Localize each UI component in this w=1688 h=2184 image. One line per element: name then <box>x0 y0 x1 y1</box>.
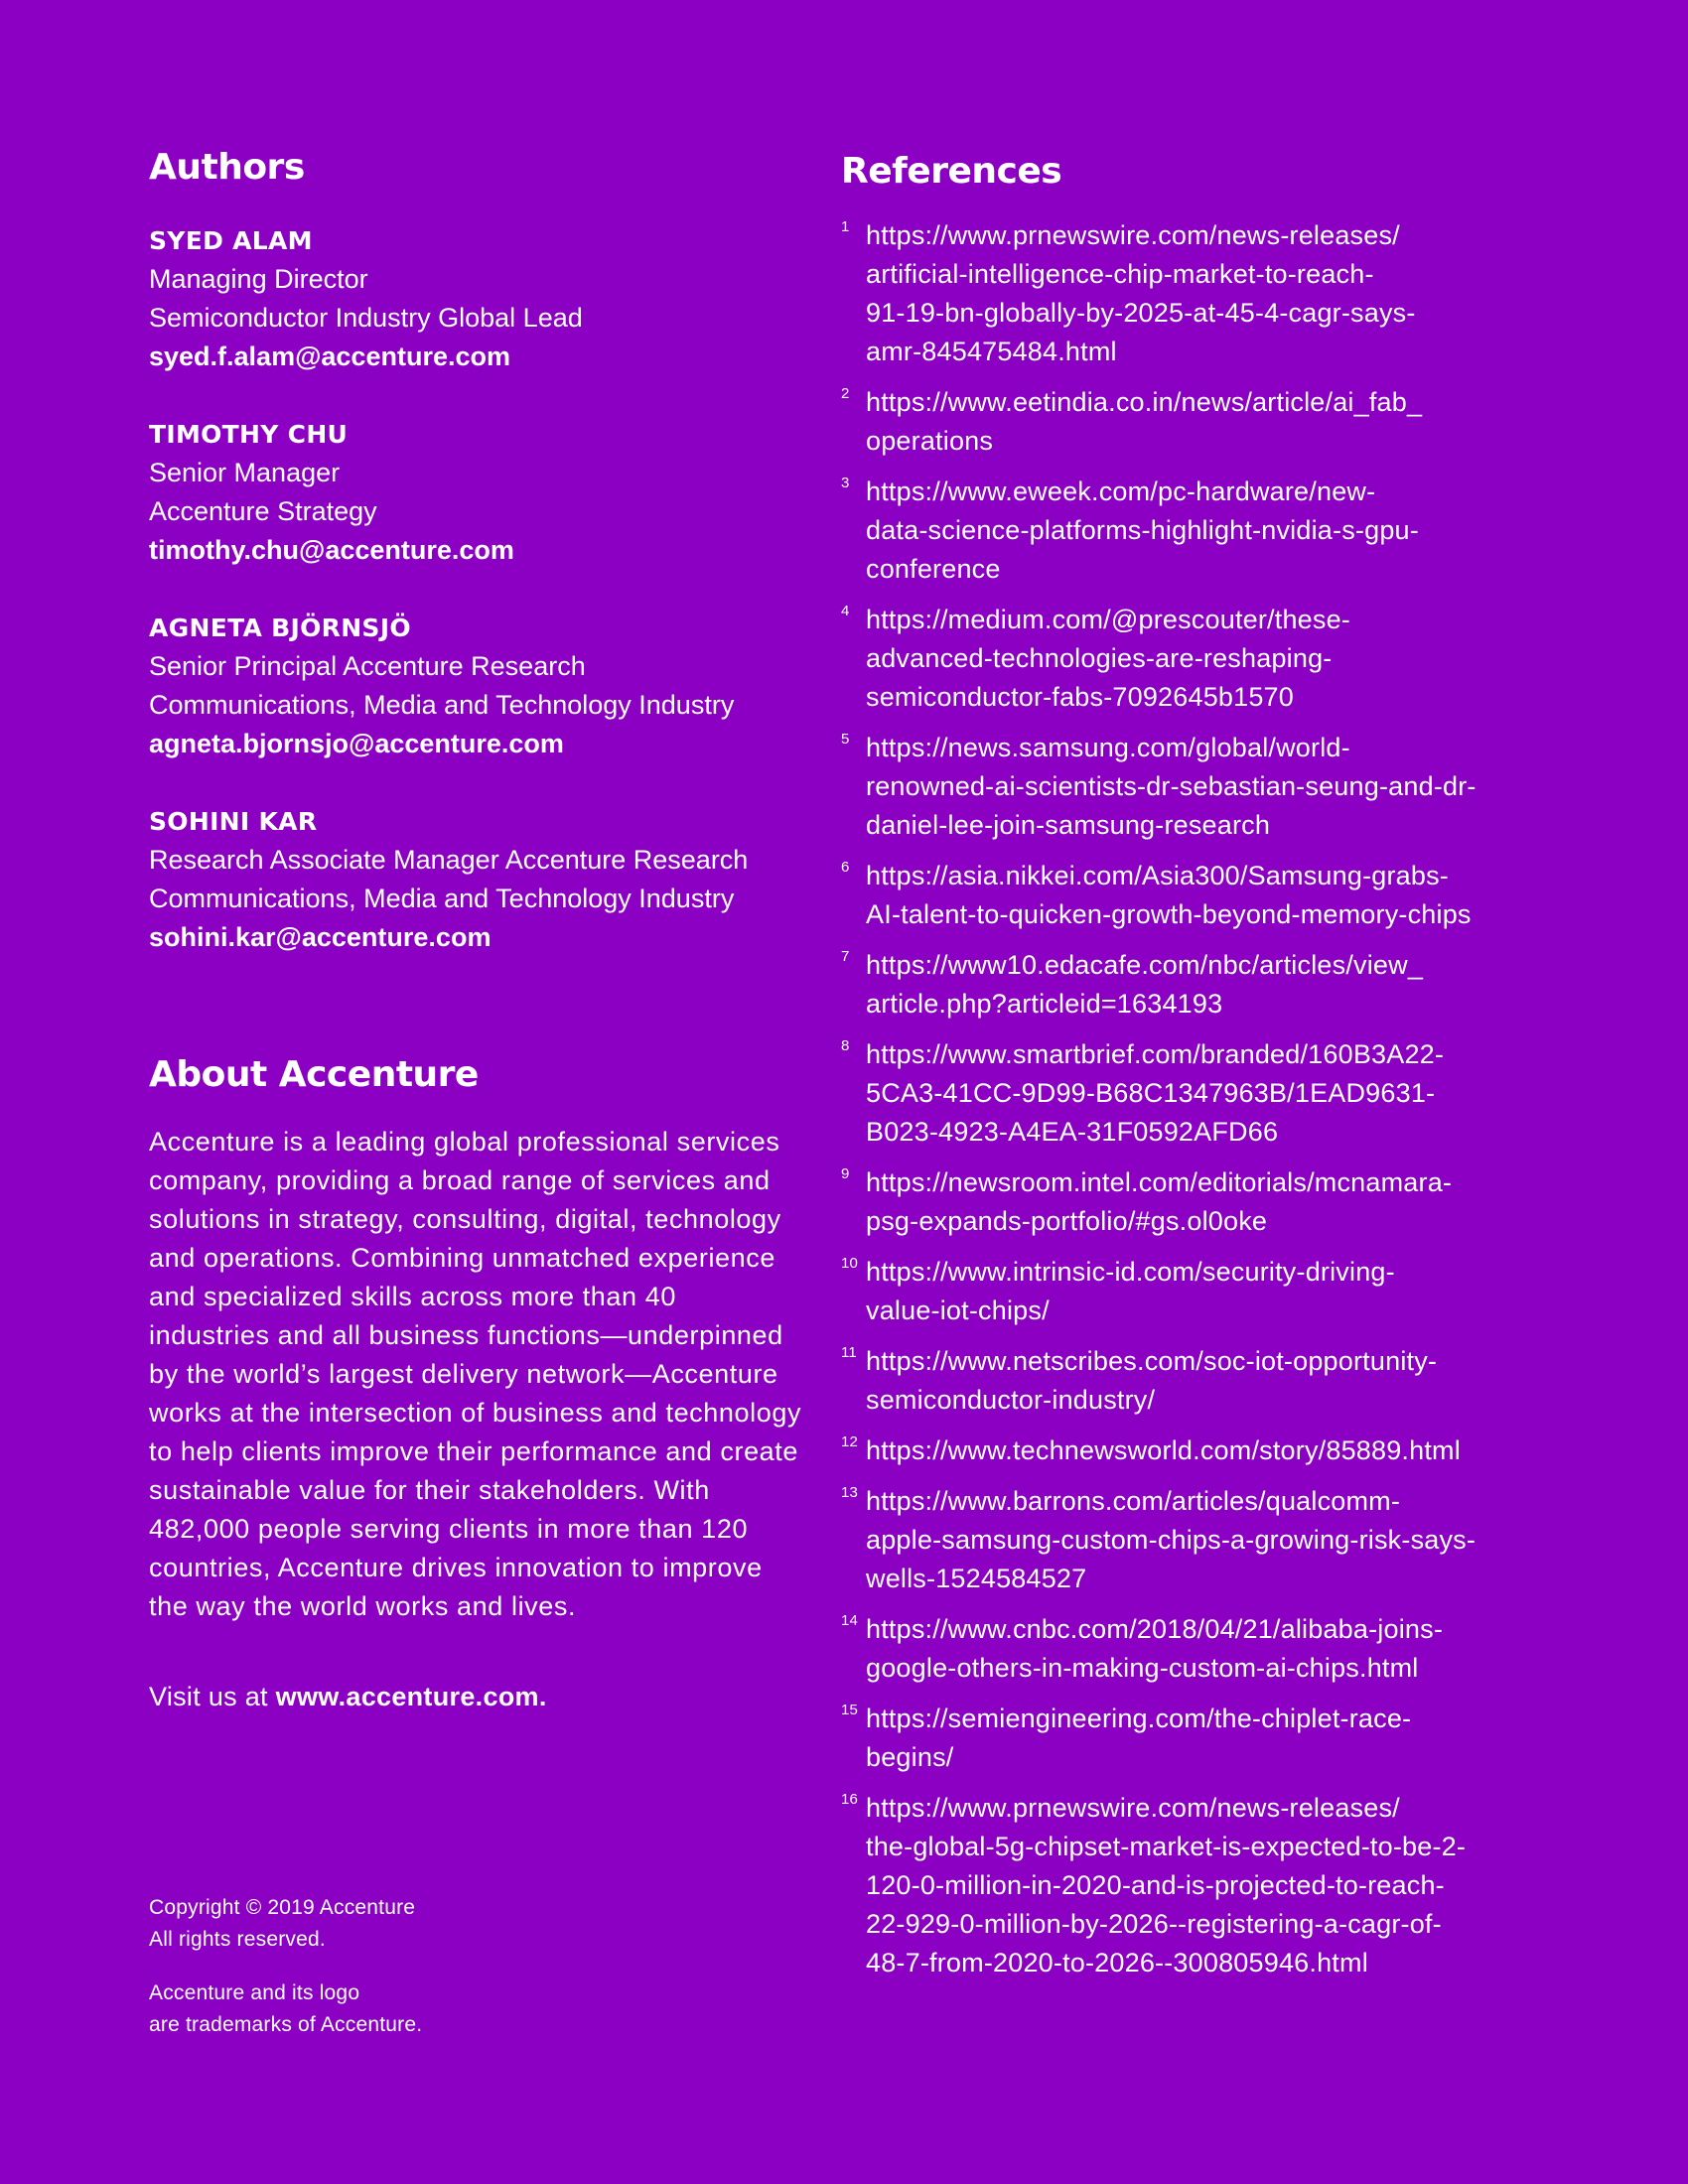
reference-item <box>841 1789 1556 1982</box>
reference-item <box>841 216 1556 371</box>
reference-item <box>841 1432 1556 1470</box>
trademark-line: Accenture and its logo <box>149 1981 360 2004</box>
author-email-link[interactable]: timothy.chu@accenture.com <box>149 535 514 565</box>
reference-url-line[interactable]: https://medium.com/@prescouter/these- <box>866 605 1350 634</box>
reference-item <box>841 1163 1556 1241</box>
reference-url-line[interactable]: article.php?articleid=1634193 <box>866 989 1223 1019</box>
reference-item <box>841 1700 1556 1777</box>
reference-item <box>841 1342 1556 1420</box>
reference-number: 11 <box>841 1344 857 1361</box>
author-name: SYED ALAM <box>149 226 313 255</box>
reference-url-line[interactable]: https://news.samsung.com/global/world- <box>866 733 1350 762</box>
reference-number: 10 <box>841 1255 859 1272</box>
reference-url-line[interactable]: conference <box>866 554 1001 584</box>
reference-url-line[interactable]: data-science-platforms-highlight-nvidia-s-gpu- <box>866 515 1419 545</box>
reference-url-line[interactable]: 120-0-million-in-2020-and-is-projected-to-reach- <box>866 1870 1445 1900</box>
reference-url-line[interactable]: 91-19-bn-globally-by-2025-at-45-4-cagr-says- <box>866 298 1416 328</box>
reference-number: 9 <box>841 1165 850 1182</box>
reference-url-line[interactable]: https://www.eetindia.co.in/news/article/ai_fab_ <box>866 387 1423 417</box>
author-agneta-bjornsjo <box>149 609 734 763</box>
reference-url-line[interactable]: https://www.smartbrief.com/branded/160B3A22- <box>866 1039 1445 1069</box>
reference-url-line[interactable]: https://asia.nikkei.com/Asia300/Samsung-grabs- <box>866 861 1449 890</box>
reference-url-line[interactable]: https://www.prnewswire.com/news-releases/ <box>866 1793 1400 1823</box>
reference-url-line[interactable]: value-iot-chips/ <box>866 1296 1050 1325</box>
reference-url-line[interactable]: amr-845475484.html <box>866 337 1117 366</box>
references-heading: References <box>841 151 1062 192</box>
author-title: Research Associate Manager Accenture Research <box>149 845 749 875</box>
website-link[interactable]: www.accenture.com. <box>275 1682 547 1711</box>
reference-url-line[interactable]: operations <box>866 426 994 456</box>
reference-number: 1 <box>841 218 850 235</box>
about-heading: About Accenture <box>149 1054 479 1095</box>
reference-item <box>841 1610 1556 1688</box>
author-title: Senior Manager <box>149 458 341 487</box>
reference-url-line[interactable]: https://www.intrinsic-id.com/security-driving- <box>866 1257 1395 1287</box>
reference-url-line[interactable]: 5CA3-41CC-9D99-B68C1347963B/1EAD9631- <box>866 1078 1436 1108</box>
references-list <box>841 216 1556 1994</box>
reference-url-line[interactable]: https://www.eweek.com/pc-hardware/new- <box>866 477 1376 506</box>
reference-item <box>841 857 1556 934</box>
author-role: Communications, Media and Technology Industry <box>149 884 735 913</box>
reference-number: 6 <box>841 859 850 876</box>
author-name: SOHINI KAR <box>149 807 318 836</box>
visit-prefix: Visit us at <box>149 1682 276 1711</box>
reference-number: 7 <box>841 948 850 965</box>
reference-item <box>841 1253 1556 1330</box>
about-paragraph: Accenture is a leading global professional services company, providing a broad range of services and solutions in strategy, consulting, digital, technology and operations. Combining unmatched experience and specialized skills across more than 40 industries and all business functions—underpinned by the world’s largest delivery network—Accenture works at the intersection of business and technology to help clients improve their performance and create sustainable value for their stakeholders. With 482,000 people serving clients in more than 120 countries, Accenture drives innovation to improve the way the world works and lives. <box>149 1127 802 1621</box>
reference-url-line[interactable]: https://www.prnewswire.com/news-releases/ <box>866 220 1400 250</box>
reference-item <box>841 1482 1556 1598</box>
reference-url-line[interactable]: 48-7-from-2020-to-2026--300805946.html <box>866 1948 1368 1978</box>
trademark-line: are trademarks of Accenture. <box>149 2013 423 2036</box>
reference-url-line[interactable]: renowned-ai-scientists-dr-sebastian-seung-and-dr- <box>866 771 1477 801</box>
reference-number: 15 <box>841 1702 859 1718</box>
trademark-notice <box>149 1978 422 2041</box>
reference-url-line[interactable]: daniel-lee-join-samsung-research <box>866 810 1271 840</box>
reference-url-line[interactable]: https://semiengineering.com/the-chiplet-race- <box>866 1704 1412 1733</box>
reference-item <box>841 946 1556 1024</box>
reference-number: 2 <box>841 385 850 402</box>
reference-url-line[interactable]: psg-expands-portfolio/#gs.ol0oke <box>866 1206 1268 1236</box>
author-sohini-kar <box>149 802 748 957</box>
reference-url-line[interactable]: semiconductor-industry/ <box>866 1385 1156 1415</box>
reference-number: 4 <box>841 603 850 619</box>
author-role: Semiconductor Industry Global Lead <box>149 303 583 333</box>
author-role: Accenture Strategy <box>149 496 377 526</box>
reference-item <box>841 601 1556 717</box>
reference-url-line[interactable]: AI-talent-to-quicken-growth-beyond-memory-chips <box>866 899 1472 929</box>
author-timothy-chu <box>149 415 514 570</box>
author-email-link[interactable]: syed.f.alam@accenture.com <box>149 341 510 371</box>
visit-line <box>149 1678 547 1716</box>
author-title: Managing Director <box>149 264 368 294</box>
reference-url-line[interactable]: https://www.netscribes.com/soc-iot-opportunity- <box>866 1346 1438 1376</box>
reference-number: 13 <box>841 1484 859 1501</box>
reference-url-line[interactable]: semiconductor-fabs-7092645b1570 <box>866 682 1294 712</box>
reference-url-line[interactable]: wells-1524584527 <box>866 1564 1087 1593</box>
reference-url-line[interactable]: https://www.cnbc.com/2018/04/21/alibaba-joins- <box>866 1614 1444 1644</box>
reference-item <box>841 383 1556 461</box>
author-email-link[interactable]: sohini.kar@accenture.com <box>149 922 492 952</box>
reference-number: 3 <box>841 475 850 491</box>
copyright-notice <box>149 1892 415 1956</box>
author-syed-alam <box>149 221 583 376</box>
rights-line: All rights reserved. <box>149 1928 326 1951</box>
reference-url-line[interactable]: the-global-5g-chipset-market-is-expected-to-be-2- <box>866 1832 1467 1861</box>
reference-item <box>841 473 1556 589</box>
author-email-link[interactable]: agneta.bjornsjo@accenture.com <box>149 729 564 758</box>
reference-url-line[interactable]: https://www10.edacafe.com/nbc/articles/view_ <box>866 950 1424 980</box>
author-name: AGNETA BJÖRNSJÖ <box>149 614 411 642</box>
reference-number: 16 <box>841 1791 859 1808</box>
reference-url-line[interactable]: https://www.technewsworld.com/story/85889.html <box>866 1435 1461 1465</box>
reference-url-line[interactable]: begins/ <box>866 1742 954 1772</box>
reference-url-line[interactable]: google-others-in-making-custom-ai-chips.html <box>866 1653 1419 1683</box>
author-title: Senior Principal Accenture Research <box>149 651 586 681</box>
reference-url-line[interactable]: 22-929-0-million-by-2026--registering-a-cagr-of- <box>866 1909 1442 1939</box>
reference-item <box>841 1035 1556 1152</box>
author-name: TIMOTHY CHU <box>149 420 349 449</box>
reference-url-line[interactable]: apple-samsung-custom-chips-a-growing-risk-says- <box>866 1525 1477 1555</box>
reference-item <box>841 729 1556 845</box>
copyright-line: Copyright © 2019 Accenture <box>149 1896 416 1919</box>
reference-url-line[interactable]: advanced-technologies-are-reshaping- <box>866 643 1333 673</box>
reference-number: 8 <box>841 1037 850 1054</box>
authors-heading: Authors <box>149 147 305 188</box>
reference-number: 12 <box>841 1433 859 1450</box>
author-role: Communications, Media and Technology Industry <box>149 690 735 720</box>
reference-url-line[interactable]: artificial-intelligence-chip-market-to-reach- <box>866 259 1374 289</box>
reference-number: 5 <box>841 731 850 748</box>
reference-url-line[interactable]: B023-4923-A4EA-31F0592AFD66 <box>866 1117 1279 1147</box>
reference-url-line[interactable]: https://newsroom.intel.com/editorials/mcnamara- <box>866 1167 1453 1197</box>
reference-number: 14 <box>841 1612 859 1629</box>
reference-url-line[interactable]: https://www.barrons.com/articles/qualcomm- <box>866 1486 1401 1516</box>
